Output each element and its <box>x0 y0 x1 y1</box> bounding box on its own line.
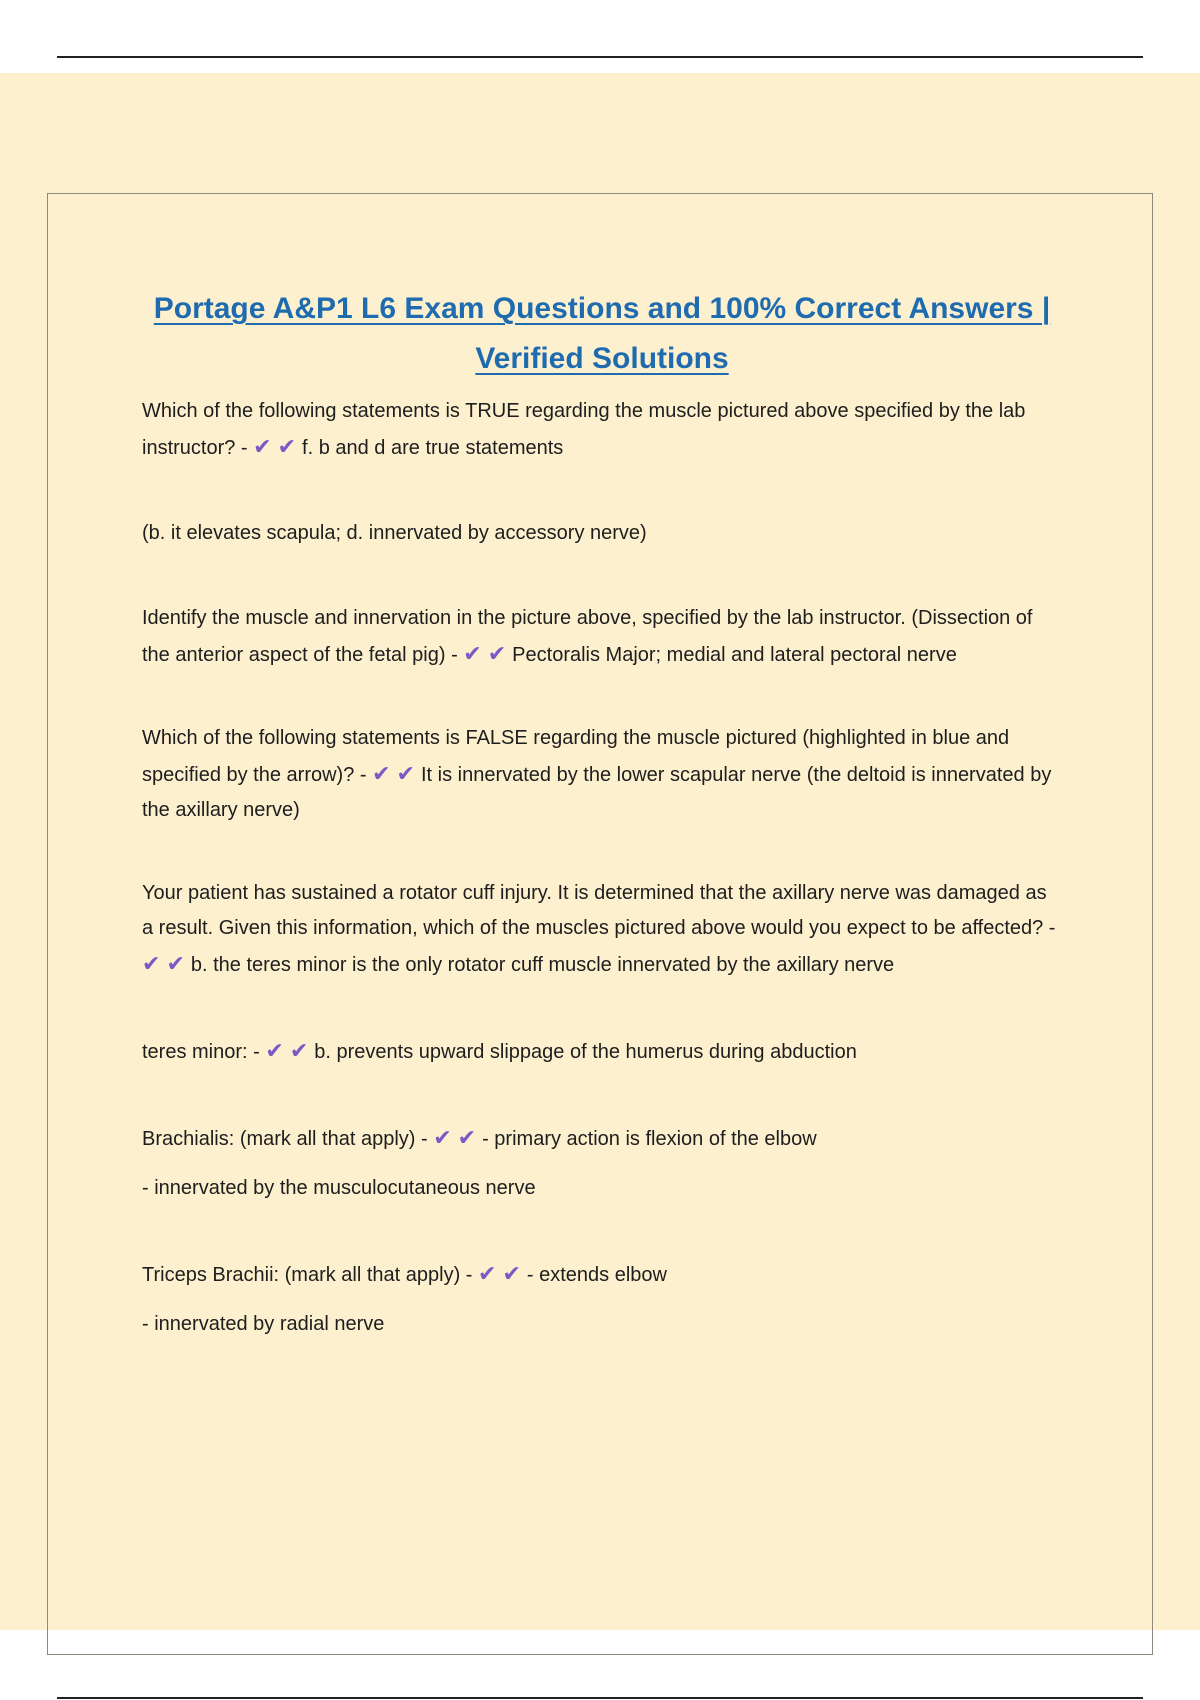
answer-text: b. the teres minor is the only rotator cuff muscle innervated by the axillary nerve <box>190 954 895 976</box>
document-title: Portage A&P1 L6 Exam Questions and 100% Correct Answers | Verified Solutions <box>153 292 1051 375</box>
answer-text: f. b and d are true statements <box>302 437 564 459</box>
question-text: Which of the following statements is FALSE regarding the muscle pictured (highlighted in blue and specified by the arrow)? - <box>142 727 1010 786</box>
content-frame <box>47 193 1153 1655</box>
question-text: teres minor: - <box>142 1041 260 1063</box>
footer-rule <box>57 1697 1143 1699</box>
qa-item-1 <box>142 394 1062 466</box>
question-text: Which of the following statements is TRUE regarding the muscle pictured above specified by the lab instructor? - <box>142 400 1026 459</box>
qa-note: (b. it elevates scapula; d. innervated by accessory nerve) <box>142 522 647 544</box>
qa-item-4 <box>142 876 1062 983</box>
question-text: Triceps Brachii: (mark all that apply) - <box>142 1264 473 1286</box>
double-check-icon: ✔✔ <box>142 951 191 976</box>
answer-extra: - innervated by the musculocutaneous nerve <box>142 1177 536 1199</box>
answer-extra: - innervated by radial nerve <box>142 1313 385 1335</box>
double-check-icon: ✔✔ <box>433 1125 483 1150</box>
qa-item-7 <box>142 1256 1062 1293</box>
qa-item-5 <box>142 1033 1062 1070</box>
question-text: Brachialis: (mark all that apply) - <box>142 1128 428 1150</box>
question-text: Identify the muscle and innervation in the picture above, specified by the lab instructor. (Dissection of the anterior aspect of the fetal pig) - <box>142 607 1033 666</box>
answer-text: - extends elbow <box>526 1264 667 1286</box>
qa-item-3 <box>142 721 1062 828</box>
answer-text: b. prevents upward slippage of the humerus during abduction <box>314 1041 857 1063</box>
question-text: Your patient has sustained a rotator cuff injury. It is determined that the axillary nerve was damaged as a result. Given this information, which of the muscles pictured above would you expect to be affected? - <box>142 882 1056 939</box>
header-rule <box>57 56 1143 58</box>
answer-text: - primary action is flexion of the elbow <box>482 1128 817 1150</box>
double-check-icon: ✔✔ <box>372 761 421 786</box>
qa-item-2 <box>142 601 1062 673</box>
double-check-icon: ✔✔ <box>478 1261 527 1286</box>
double-check-icon: ✔✔ <box>253 434 303 459</box>
double-check-icon: ✔✔ <box>463 641 513 666</box>
double-check-icon: ✔✔ <box>265 1038 315 1063</box>
answer-text: Pectoralis Major; medial and lateral pectoral nerve <box>512 644 957 666</box>
page-band <box>0 73 1200 1630</box>
answer-text: It is innervated by the lower scapular nerve (the deltoid is innervated by the axillary nerve) <box>142 764 1052 821</box>
document-content <box>142 284 1062 1342</box>
qa-item-6 <box>142 1120 1062 1157</box>
